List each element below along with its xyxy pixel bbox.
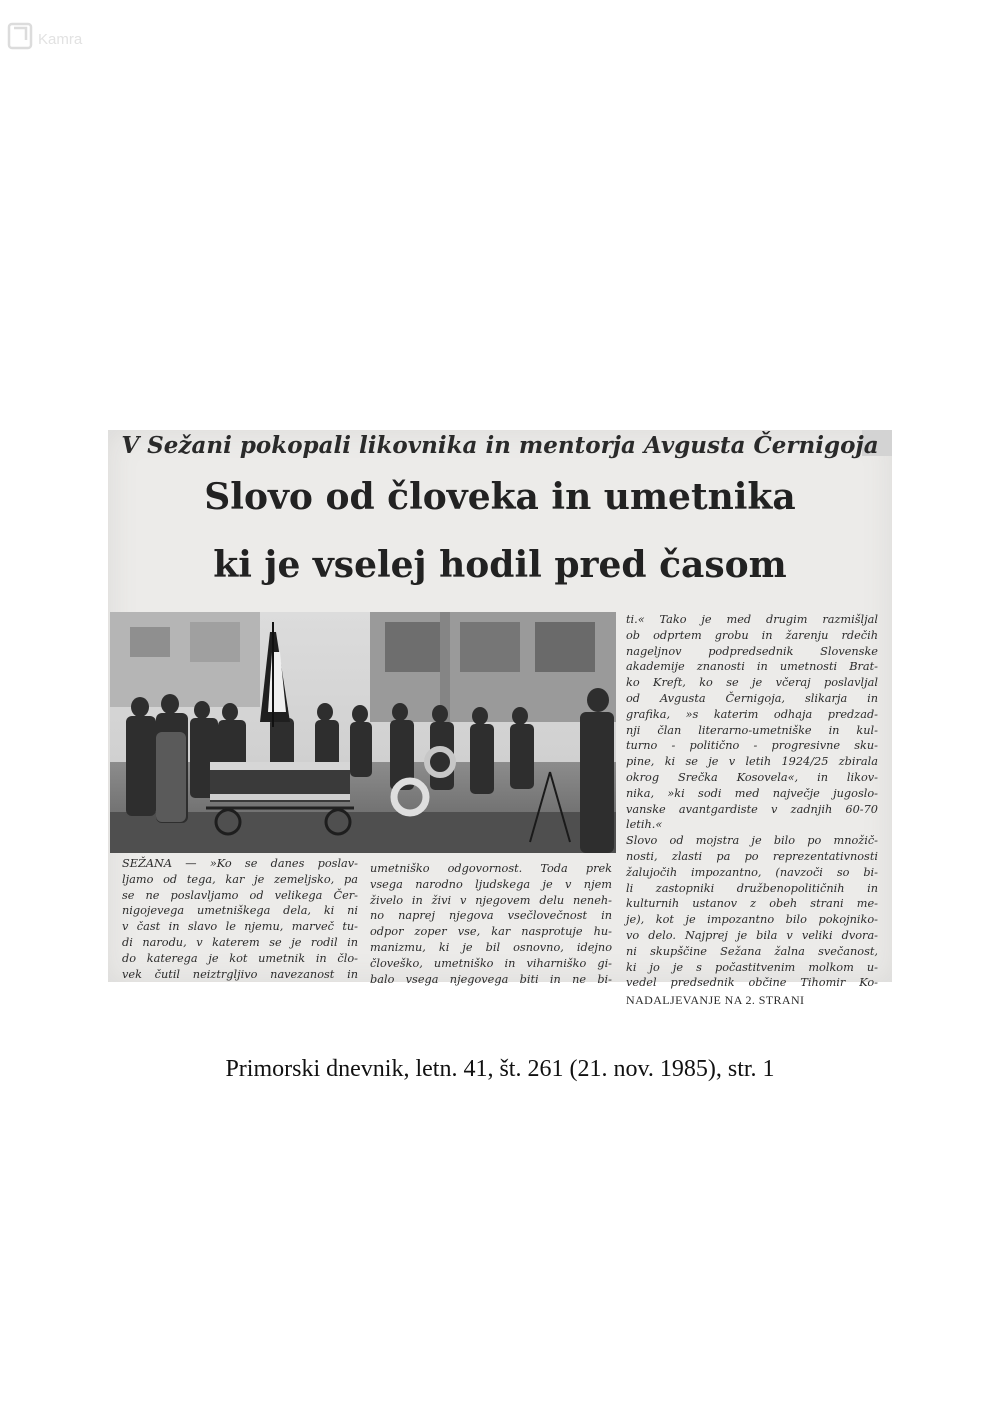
text-line: kulturnih ustanov z obeh strani me- (626, 897, 878, 911)
text-line: SEŽANA — »Ko se danes poslav- (122, 857, 358, 870)
text-line: ti.« Tako je med drugim razmišljal (626, 613, 878, 626)
text-line: nigojevega umetniškega dela, ki ni (122, 904, 358, 918)
funeral-photo-image (110, 612, 616, 853)
text-line: vanske avantgardiste v zadnjih 60-70 (626, 802, 878, 816)
continuation-note: NADALJEVANJE NA 2. STRANI (626, 993, 805, 1008)
text-line: balo vsega njegovega biti in ne bi- (370, 972, 612, 986)
text-line: žalujočih impozantno, (navzoči so bi- (626, 865, 878, 879)
text-line: se ne poslavljamo od velikega Čer- (122, 888, 358, 902)
newspaper-clipping (108, 430, 892, 1008)
text-line: di narodu, v katerem se je rodil in (122, 935, 358, 949)
text-line: nosti, zlasti pa po reprezentativnosti (626, 849, 878, 863)
text-line: grafika, »s katerim odhaja predzad- (626, 707, 878, 721)
text-line: ljamo od tega, kar je zemeljsko, pa (122, 872, 358, 886)
text-line: pine, ki se je v letih 1924/25 zbirala (626, 755, 878, 769)
article-headline-line1: Slovo od človeka in umetnika (204, 476, 796, 518)
text-line: ob odprtem grobu in žarenju rdečih (626, 628, 878, 642)
text-line: odpor zoper vse, kar nasprotuje hu- (370, 925, 612, 939)
text-line: vek čutil neiztrgljivo navezanost in (122, 967, 358, 981)
text-line: vo delo. Najprej je bila v veliki dvora- (626, 928, 878, 942)
article-column-right (626, 612, 878, 1009)
text-line: do katerega je kot umetnik in člo- (122, 951, 358, 965)
source-citation: Primorski dnevnik, letn. 41, št. 261 (21. nov. 1985), str. 1 (225, 1056, 775, 1082)
text-line: manizmu, ki je bil osnovno, idejno (370, 940, 612, 954)
text-line: nika, »ki sodi med največje jugoslo- (626, 786, 878, 800)
article-column-left (122, 856, 358, 982)
text-line: je), kot je impozantno bilo pokojniko- (626, 913, 878, 927)
text-line: turno - politično - progresivne sku- (626, 739, 878, 753)
text-line: okrog Srečka Kosovela«, in likov- (626, 770, 878, 784)
kamra-logo-icon (8, 18, 108, 52)
text-line: od Avgusta Černigoja, slikarja in (626, 691, 878, 705)
text-line: umetniško odgovornost. Toda prek (370, 862, 612, 875)
text-line: no naprej njegova vsečlovečnost in (370, 909, 612, 923)
text-line: ko Kreft, ko se je včeraj poslavljal (626, 676, 878, 690)
text-line: ki jo je s počastitvenim molkom u- (626, 960, 878, 974)
text-line: vedel predsednik občine Tihomir Ko- (626, 976, 878, 990)
text-line: nji član literarno-umetniške in kul- (626, 723, 878, 737)
text-line: človeško, umetniško in viharniško gi- (370, 956, 612, 970)
text-line: ni skupščine Sežana žalna svečanost, (626, 944, 878, 958)
text-line: vsega narodno ljudskega je v njem (370, 877, 612, 891)
text-line: nageljnov podpredsednik Slovenske (626, 644, 878, 658)
kamra-logo (8, 18, 108, 52)
text-line: akademije znanosti in umetnosti Brat- (626, 660, 878, 674)
text-line: Slovo od mojstra je bilo po množič- (626, 834, 878, 848)
article-headline-line2: ki je vselej hodil pred časom (213, 544, 787, 586)
text-line: li zastopniki družbenopolitičnih in (626, 881, 878, 895)
text-line: v čast in slavo le njemu, marveč tu- (122, 920, 358, 934)
kamra-logo-text: Kamra (38, 31, 83, 48)
article-column-middle (370, 861, 612, 987)
text-line: letih.« (626, 818, 663, 832)
text-line: živelo in živi v njegovem delu neneh- (370, 893, 612, 907)
funeral-photo (110, 612, 616, 853)
article-kicker: V Sežani pokopali likovnika in mentorja Avgusta Černigoja (121, 432, 879, 459)
